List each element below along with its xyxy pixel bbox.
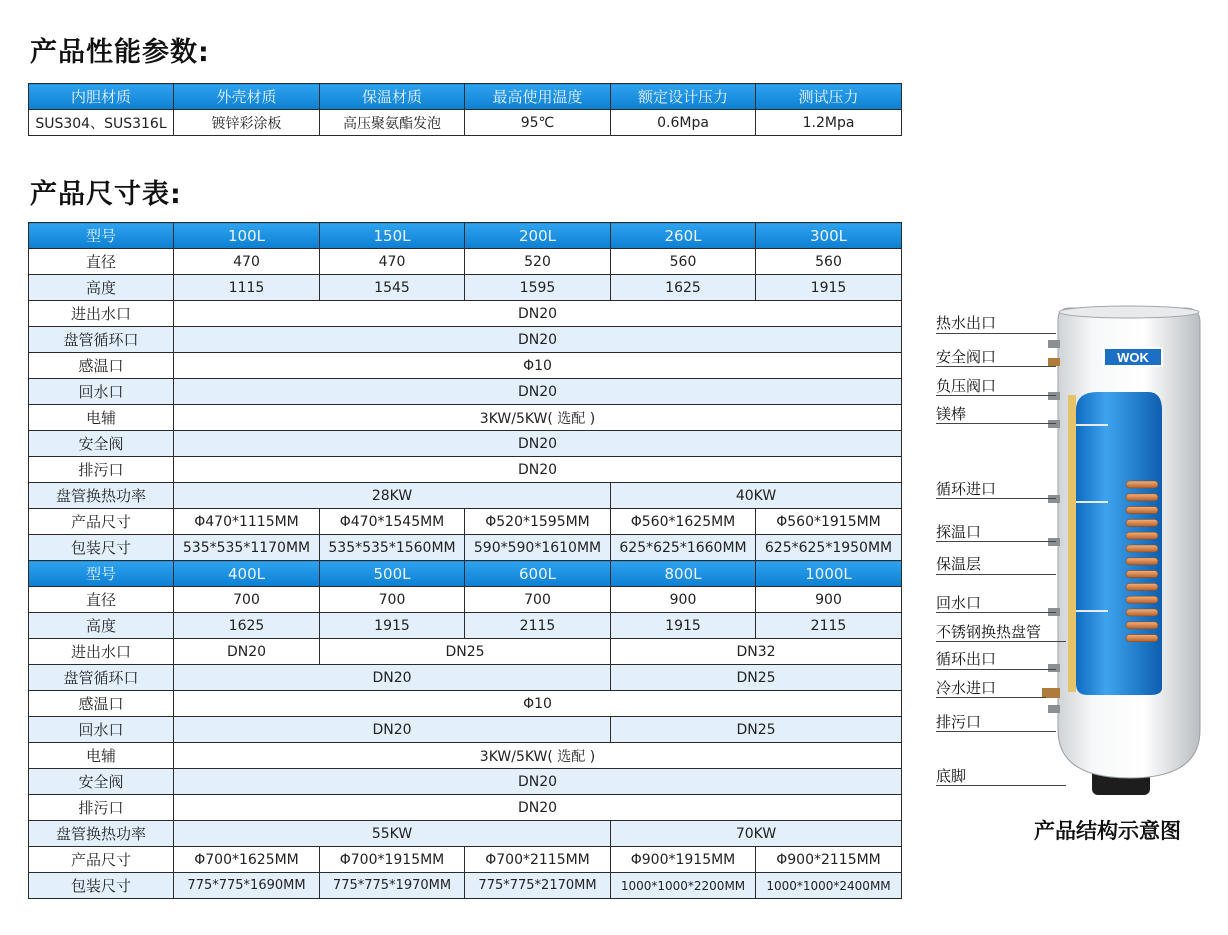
table-cell: 700: [465, 587, 611, 613]
row-label: 感温口: [29, 691, 174, 717]
table-cell: Φ560*1625MM: [611, 509, 756, 535]
model-label: 型号: [29, 223, 174, 249]
coil-loop: [1126, 609, 1158, 616]
row-label: 排污口: [29, 457, 174, 483]
performance-table: [28, 83, 902, 136]
table-cell: 590*590*1610MM: [465, 535, 611, 561]
coil-loop: [1126, 507, 1158, 514]
coil-loop: [1126, 583, 1158, 590]
table-row: [29, 639, 902, 665]
table-cell: 1000*1000*2400MM: [756, 873, 902, 899]
coil-loop: [1126, 571, 1158, 578]
header-cell: 测试压力: [756, 84, 902, 110]
row-label: 盘管循环口: [29, 665, 174, 691]
table-row: [29, 483, 902, 509]
table-cell: Φ700*2115MM: [465, 847, 611, 873]
row-label: 高度: [29, 275, 174, 301]
table-cell: DN20: [174, 665, 611, 691]
performance-header-row: [29, 84, 902, 110]
table-cell: 625*625*1660MM: [611, 535, 756, 561]
leader-line: [936, 498, 1056, 499]
table-cell: 560: [611, 249, 756, 275]
table-row: [29, 509, 902, 535]
leader-line: [936, 366, 1056, 367]
coil-loop: [1126, 494, 1158, 501]
label-drain-port: 排污口: [936, 713, 982, 731]
table-cell: DN20: [174, 639, 320, 665]
row-label: 回水口: [29, 717, 174, 743]
coil-loop: [1126, 622, 1158, 629]
table-row: [29, 327, 902, 353]
model-cell: 100L: [174, 223, 320, 249]
value-cell: 0.6Mpa: [611, 110, 756, 136]
row-label: 安全阀: [29, 769, 174, 795]
table-cell: 3KW/5KW( 选配 ): [174, 743, 902, 769]
header-cell: 最高使用温度: [465, 84, 611, 110]
row-label: 盘管循环口: [29, 327, 174, 353]
leader-line: [936, 612, 1056, 613]
table-cell: 1625: [174, 613, 320, 639]
leader-line: [936, 731, 1056, 732]
table-row: [29, 821, 902, 847]
model-header-row: [29, 561, 902, 587]
table-cell: 560: [756, 249, 902, 275]
table-row: [29, 691, 902, 717]
leader-line: [936, 697, 1046, 698]
table-cell: Φ470*1545MM: [320, 509, 465, 535]
dimensions-table: [28, 222, 902, 899]
coil-loop: [1126, 545, 1158, 552]
leader-line: [936, 641, 1066, 642]
coil-loop: [1126, 481, 1158, 488]
table-cell: 700: [174, 587, 320, 613]
performance-value-row: [29, 110, 902, 136]
table-cell: 70KW: [611, 821, 902, 847]
table-cell: 535*535*1170MM: [174, 535, 320, 561]
table-cell: 2115: [465, 613, 611, 639]
row-label: 高度: [29, 613, 174, 639]
table-row: [29, 249, 902, 275]
table-cell: 1625: [611, 275, 756, 301]
row-label: 电辅: [29, 405, 174, 431]
leader-line: [936, 333, 1056, 334]
row-label: 回水口: [29, 379, 174, 405]
label-circulation-outlet: 循环出口: [936, 650, 997, 668]
value-cell: 1.2Mpa: [756, 110, 902, 136]
table-row: [29, 431, 902, 457]
table-row: [29, 613, 902, 639]
coil-loop: [1126, 596, 1158, 603]
coil-loop: [1126, 635, 1158, 642]
table-cell: DN32: [611, 639, 902, 665]
label-stainless-coil: 不锈钢换热盘管: [936, 623, 1042, 641]
label-vacuum-valve: 负压阀口: [936, 377, 997, 395]
table-cell: DN20: [174, 301, 902, 327]
table-cell: Φ10: [174, 353, 902, 379]
model-cell: 400L: [174, 561, 320, 587]
value-cell: SUS304、SUS316L: [29, 110, 174, 136]
table-cell: 1545: [320, 275, 465, 301]
value-cell: 95℃: [465, 110, 611, 136]
table-cell: DN20: [174, 379, 902, 405]
model-cell: 260L: [611, 223, 756, 249]
table-row: [29, 457, 902, 483]
label-sensor-port: 探温口: [936, 523, 982, 541]
model-cell: 200L: [465, 223, 611, 249]
table-cell: 3KW/5KW( 选配 ): [174, 405, 902, 431]
table-cell: DN20: [174, 769, 902, 795]
row-label: 安全阀: [29, 431, 174, 457]
table-cell: DN25: [320, 639, 611, 665]
table-cell: 1915: [320, 613, 465, 639]
table-cell: Φ700*1625MM: [174, 847, 320, 873]
table-cell: 40KW: [611, 483, 902, 509]
table-cell: Φ10: [174, 691, 902, 717]
label-safety-valve: 安全阀口: [936, 348, 997, 366]
table-cell: DN20: [174, 457, 902, 483]
table-row: [29, 379, 902, 405]
table-cell: 470: [320, 249, 465, 275]
table-row: [29, 795, 902, 821]
performance-title: 产品性能参数:: [30, 37, 210, 68]
label-magnesium-rod: 镁棒: [936, 405, 967, 423]
model-cell: 300L: [756, 223, 902, 249]
inner-tank: [1076, 392, 1162, 695]
header-cell: 保温材质: [320, 84, 465, 110]
row-label: 产品尺寸: [29, 509, 174, 535]
dimensions-title: 产品尺寸表:: [30, 179, 182, 210]
table-cell: Φ470*1115MM: [174, 509, 320, 535]
row-label: 排污口: [29, 795, 174, 821]
diagram-caption: 产品结构示意图: [1034, 819, 1181, 843]
table-cell: 520: [465, 249, 611, 275]
table-cell: 1915: [756, 275, 902, 301]
label-circulation-inlet: 循环进口: [936, 480, 997, 498]
table-cell: 28KW: [174, 483, 611, 509]
row-label: 进出水口: [29, 301, 174, 327]
table-cell: DN20: [174, 431, 902, 457]
diagram-labels: [936, 0, 1066, 935]
table-cell: 2115: [756, 613, 902, 639]
table-cell: 1000*1000*2200MM: [611, 873, 756, 899]
row-label: 电辅: [29, 743, 174, 769]
leader-line: [936, 395, 1056, 396]
leader-line: [936, 669, 1056, 670]
row-label: 直径: [29, 249, 174, 275]
table-row: [29, 743, 902, 769]
table-cell: 625*625*1950MM: [756, 535, 902, 561]
header-cell: 额定设计压力: [611, 84, 756, 110]
model-label: 型号: [29, 561, 174, 587]
leader-line: [936, 574, 1056, 575]
row-label: 盘管换热功率: [29, 483, 174, 509]
table-row: [29, 873, 902, 899]
coil-loop: [1126, 532, 1158, 539]
table-cell: Φ700*1915MM: [320, 847, 465, 873]
row-label: 产品尺寸: [29, 847, 174, 873]
model-cell: 1000L: [756, 561, 902, 587]
model-header-row: [29, 223, 902, 249]
table-row: [29, 405, 902, 431]
table-cell: 700: [320, 587, 465, 613]
model-cell: 150L: [320, 223, 465, 249]
table-cell: 775*775*2170MM: [465, 873, 611, 899]
table-cell: DN20: [174, 327, 902, 353]
insulation-layer: [1068, 395, 1076, 692]
model-cell: 800L: [611, 561, 756, 587]
table-row: [29, 301, 902, 327]
leader-line: [936, 541, 1056, 542]
value-cell: 高压聚氨酯发泡: [320, 110, 465, 136]
table-row: [29, 353, 902, 379]
row-label: 感温口: [29, 353, 174, 379]
table-row: [29, 587, 902, 613]
tank-top: [1059, 306, 1199, 318]
row-label: 进出水口: [29, 639, 174, 665]
label-cold-water-inlet: 冷水进口: [936, 679, 997, 697]
table-cell: 900: [611, 587, 756, 613]
table-row: [29, 717, 902, 743]
table-cell: 1595: [465, 275, 611, 301]
leader-line: [936, 785, 1066, 786]
table-cell: 535*535*1560MM: [320, 535, 465, 561]
table-row: [29, 275, 902, 301]
model-cell: 500L: [320, 561, 465, 587]
brand-logo: WOK: [1117, 350, 1149, 365]
label-return-port: 回水口: [936, 594, 982, 612]
table-cell: Φ520*1595MM: [465, 509, 611, 535]
table-cell: 470: [174, 249, 320, 275]
table-row: [29, 847, 902, 873]
table-cell: 775*775*1970MM: [320, 873, 465, 899]
table-cell: DN25: [611, 717, 902, 743]
table-row: [29, 535, 902, 561]
table-cell: 1915: [611, 613, 756, 639]
row-label: 直径: [29, 587, 174, 613]
table-cell: Φ560*1915MM: [756, 509, 902, 535]
coil-loop: [1126, 519, 1158, 526]
table-row: [29, 769, 902, 795]
table-cell: 55KW: [174, 821, 611, 847]
table-cell: 775*775*1690MM: [174, 873, 320, 899]
table-cell: Φ900*1915MM: [611, 847, 756, 873]
row-label: 包装尺寸: [29, 873, 174, 899]
table-cell: 1115: [174, 275, 320, 301]
table-cell: 900: [756, 587, 902, 613]
table-cell: DN25: [611, 665, 902, 691]
header-cell: 内胆材质: [29, 84, 174, 110]
model-cell: 600L: [465, 561, 611, 587]
table-cell: DN20: [174, 795, 902, 821]
table-cell: Φ900*2115MM: [756, 847, 902, 873]
table-cell: DN20: [174, 717, 611, 743]
leader-line: [936, 423, 1056, 424]
label-foot: 底脚: [936, 767, 967, 785]
row-label: 包装尺寸: [29, 535, 174, 561]
label-insulation-layer: 保温层: [936, 555, 982, 573]
value-cell: 镀锌彩涂板: [174, 110, 320, 136]
coil-loop: [1126, 558, 1158, 565]
label-hot-water-outlet: 热水出口: [936, 314, 997, 332]
table-row: [29, 665, 902, 691]
header-cell: 外壳材质: [174, 84, 320, 110]
row-label: 盘管换热功率: [29, 821, 174, 847]
